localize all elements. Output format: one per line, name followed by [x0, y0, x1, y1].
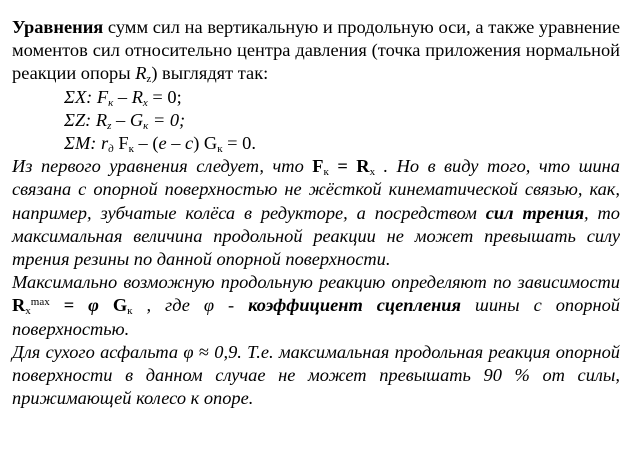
para2-f: F [312, 156, 324, 177]
para2-text: Из первого уравнения следует, что [12, 156, 313, 177]
para3-r-sub: x [25, 305, 31, 318]
paragraph-2 [12, 155, 620, 271]
equation-z [12, 109, 620, 132]
eq-sub: к [108, 96, 114, 109]
eq-colon: : [85, 109, 96, 130]
eq-sub: к [217, 143, 223, 156]
eq-term: R [95, 109, 108, 130]
para3-phi2: φ [203, 295, 215, 316]
para2-bold: сил трения [485, 202, 585, 223]
para3-text: - [214, 295, 249, 316]
eq-colon: : [86, 86, 97, 107]
eq-colon: : [90, 133, 101, 154]
para2-text: , то максимальная величина продольной реакции не может превышать силу трения резины по данной опорной поверхности. [12, 202, 620, 270]
eq-op: – [111, 109, 130, 130]
eq-sub: к [128, 143, 134, 156]
para2-f-sub: к [323, 166, 329, 179]
intro-r: R [135, 63, 147, 84]
para2-eq: = [328, 156, 357, 177]
para3-text: , где [132, 295, 204, 316]
eq-sub: x [142, 96, 148, 109]
eq-op: – [113, 86, 132, 107]
eq-term: r [101, 133, 109, 154]
sum-symbol: Σ [64, 133, 75, 154]
eq-op: – ( [133, 133, 159, 154]
para2-text: . Но в виду того, что шина связана с опорной поверхностью не жёсткой кинематической связью, как, например, зубчатые колёса в редукторе, а посредством [12, 156, 620, 223]
para4-text: Для сухого асфальта [12, 341, 184, 362]
intro-paragraph [12, 16, 620, 86]
sum-symbol: Σ [64, 109, 75, 130]
paragraph-3 [12, 271, 620, 341]
para3-g-sub: к [127, 305, 133, 318]
para3-eq: = [49, 295, 89, 316]
eq-rest: = 0; [147, 86, 182, 107]
intro-text: сумм сил на вертикальную и продольную оси, а также уравнение моментов сил относительно центра давления (точка приложения нормальной реакции опоры [12, 17, 620, 84]
eq-op: – [166, 133, 186, 154]
eq-sub: д [108, 143, 114, 156]
para4-approx: ≈ [193, 341, 215, 362]
eq-term: G [203, 133, 218, 154]
eq-term: F [113, 133, 129, 154]
para4-phi: φ [183, 341, 194, 362]
intro-r-sub: z [146, 73, 152, 86]
eq-term: G [129, 109, 144, 130]
eq-sub: к [143, 119, 149, 132]
para3-text: Максимально возможную продольную реакцию определяют по зависимости [12, 272, 620, 293]
eq-rest: = 0; [148, 109, 186, 130]
eq-term: e [158, 133, 167, 154]
para4-text: 0,9. Т.е. максимальная продольная реакция опорной поверхности в данном случае не может превышать 90 % от силы, прижимающей колесо к опоре. [12, 341, 620, 409]
para3-r: R [12, 295, 26, 316]
para3-text: шины с опорной поверхностью. [12, 295, 620, 339]
eq-var: M [74, 133, 91, 154]
para3-r-sup: max [30, 296, 50, 309]
para2-r-sub: x [369, 166, 376, 179]
eq-term: R [131, 86, 143, 107]
paragraph-4 [12, 341, 620, 411]
eq-var: Z [74, 109, 86, 130]
equation-m [12, 132, 620, 155]
eq-op: ) [193, 133, 204, 154]
eq-term: F [96, 86, 109, 107]
equation-x [12, 86, 620, 109]
eq-sub: z [107, 119, 112, 132]
intro-bold-word: Уравнения [12, 17, 104, 37]
para3-bold: коэффициент сцепления [248, 295, 462, 316]
para3-phi: φ [88, 295, 99, 316]
eq-var: X [74, 86, 87, 107]
eq-term: c [185, 133, 194, 154]
para3-g: G [98, 295, 128, 316]
sum-symbol: Σ [64, 86, 75, 107]
para2-r: R [356, 156, 370, 177]
eq-rest: = 0. [222, 133, 256, 154]
intro-tail: ) выглядят так: [151, 63, 269, 84]
